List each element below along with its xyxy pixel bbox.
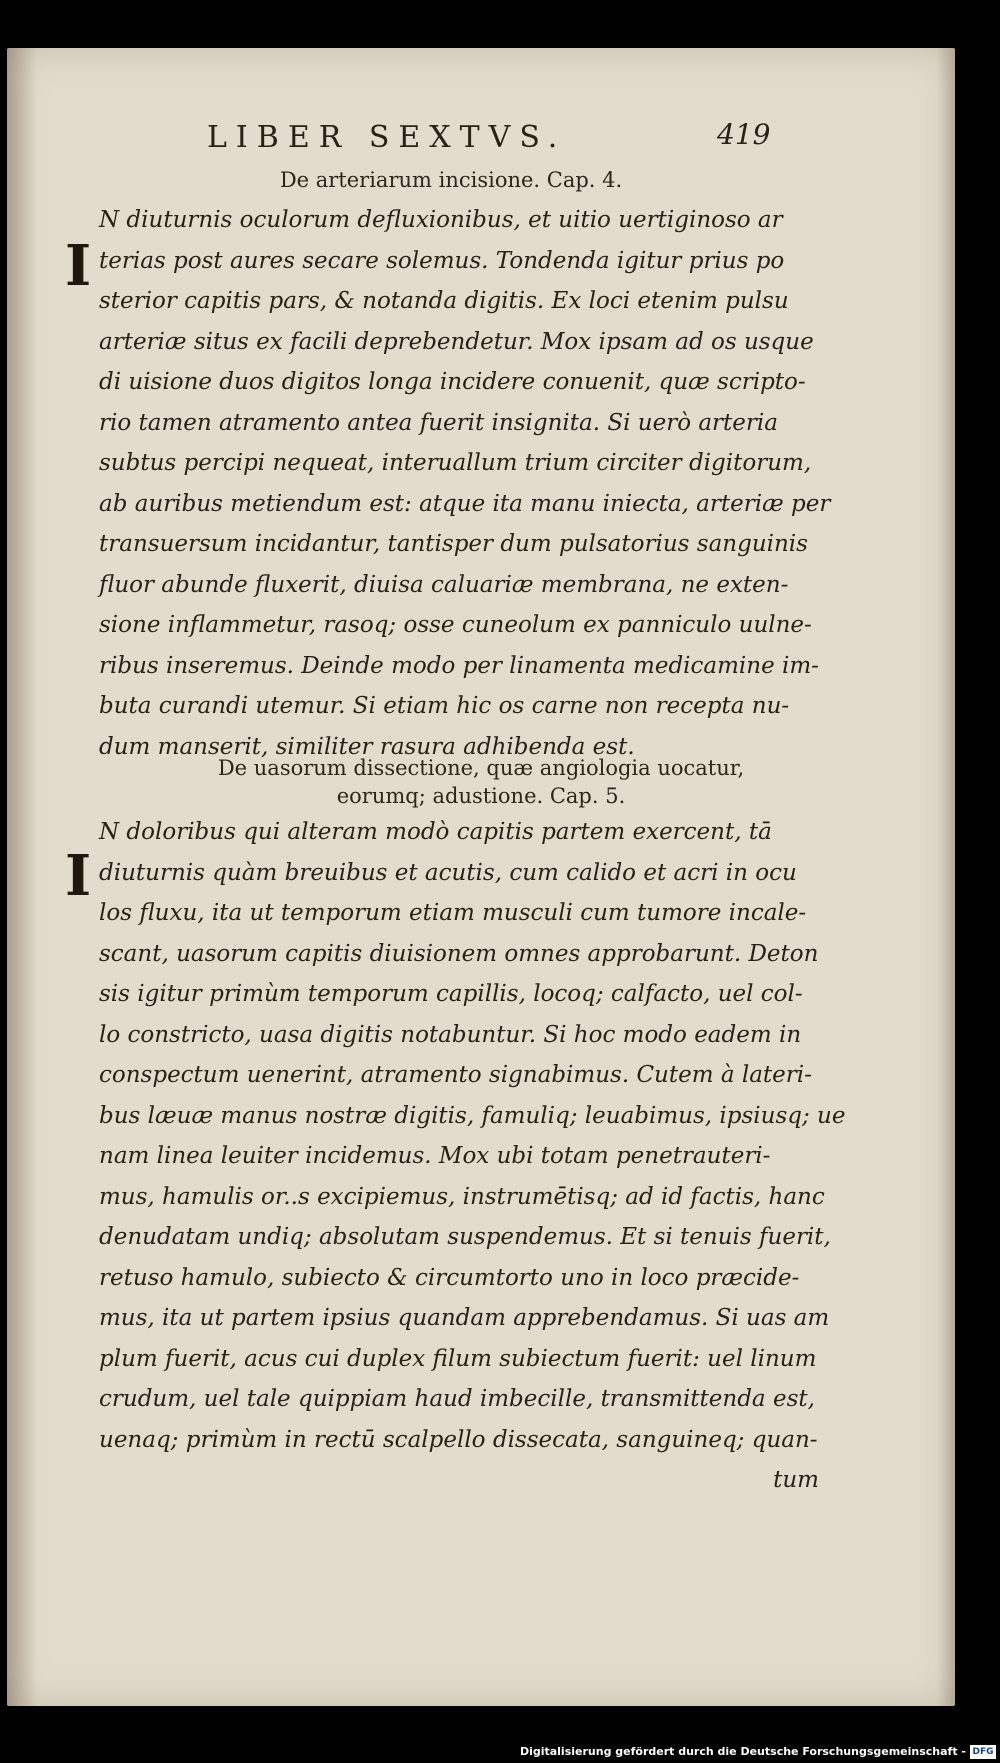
running-head (7, 120, 955, 160)
text-line: rio tamen atramento antea fuerit insignita. Si uerò arteria (99, 409, 778, 436)
page-number: 419 (717, 118, 771, 151)
text-line: crudum, uel tale quippiam haud imbecille, transmittenda est, (99, 1386, 815, 1412)
text-line: los fluxu, ita ut temporum etiam musculi cum tumore incale- (99, 900, 807, 926)
text-line: buta curandi utemur. Si etiam hic os carne non recepta nu- (99, 693, 790, 719)
book-page (7, 48, 955, 1706)
heading-line: eorumq; adustione. Cap. 5. (336, 784, 626, 808)
text-line: nam linea leuiter incidemus. Mox ubi totam penetrauteri- (99, 1143, 771, 1169)
heading-line: De uasorum dissectione, quæ angiologia uocatur, (217, 756, 745, 780)
book-title: LIBER SEXTVS. (207, 120, 567, 155)
catchword: tum (773, 1467, 819, 1493)
drop-cap: I (65, 843, 92, 909)
text-line: scant, uasorum capitis diuisionem omnes approbarunt. Deton (99, 940, 819, 967)
text-line: sione inflammetur, rasoq; osse cuneolum ex panniculo uulne- (99, 612, 812, 638)
text-line: subtus percipi nequeat, interuallum trium circiter digitorum, (99, 450, 812, 476)
text-line: mus, hamulis or..s excipiemus, instrumētisq; ad id factis, hanc (99, 1183, 825, 1210)
text-line: plum fuerit, acus cui duplex filum subiectum fuerit: uel linum (99, 1345, 817, 1372)
text-line: N doloribus qui alteram modò capitis partem exercent, tā (99, 819, 772, 845)
text-line: terias post aures secare solemus. Tondenda igitur prius po (99, 247, 785, 274)
text-line: mus, ita ut partem ipsius quandam apprebendamus. Si uas am (99, 1305, 830, 1331)
text-line: uenaq; primùm in rectū scalpello dissecata, sanguineq; quan- (99, 1426, 818, 1453)
chapter-heading (7, 754, 955, 810)
text-line: N diuturnis oculorum defluxionibus, et uitio uertiginoso ar (99, 207, 783, 233)
text-line: retuso hamulo, subiecto & circumtorto uno in loco præcide- (99, 1264, 800, 1291)
text-line: sis igitur primùm temporum capillis, locoq; calfacto, uel col- (99, 981, 803, 1007)
text-line: di uisione duos digitos longa incidere conuenit, quæ scripto- (99, 369, 806, 395)
text-line: fluor abunde fluxerit, diuisa caluariæ membrana, ne exten- (99, 571, 789, 598)
text-line: ab auribus metiendum est: atque ita manu iniecta, arteriæ per (99, 490, 831, 517)
text-line: arteriæ situs ex facili deprebendetur. Mox ipsam ad os usque (99, 328, 814, 355)
chapter-heading: De arteriarum incisione. Cap. 4. (279, 168, 623, 192)
text-line: dum manserit, similiter rasura adhibenda est. (99, 733, 635, 760)
text-line: ribus inseremus. Deinde modo per linamenta medicamine im- (99, 652, 819, 679)
text-line: transuersum incidantur, tantisper dum pulsatorius sanguinis (99, 531, 808, 557)
dfg-logo: DFG (970, 1745, 996, 1759)
chapter-text (99, 200, 831, 767)
text-line: conspectum uenerint, atramento signabimus. Cutem à lateri- (99, 1062, 812, 1088)
footer-band (0, 1742, 1000, 1763)
drop-cap: I (65, 233, 92, 299)
text-line: lo constricto, uasa digitis notabuntur. Si hoc modo eadem in (99, 1021, 802, 1048)
text-line: sterior capitis pars, & notanda digitis. Ex loci etenim pulsu (99, 288, 789, 314)
text-line: bus læuæ manus nostræ digitis, famuliq; leuabimus, ipsiusq; ue (99, 1102, 846, 1129)
text-line: denudatam undiq; absolutam suspendemus. Et si tenuis fuerit, (99, 1224, 831, 1250)
chapter-text (99, 812, 846, 1501)
funding-credit: Digitalisierung gefördert durch die Deutsche Forschungsgemeinschaft - (519, 1745, 966, 1758)
text-line: diuturnis quàm breuibus et acutis, cum calido et acri in ocu (99, 859, 797, 886)
